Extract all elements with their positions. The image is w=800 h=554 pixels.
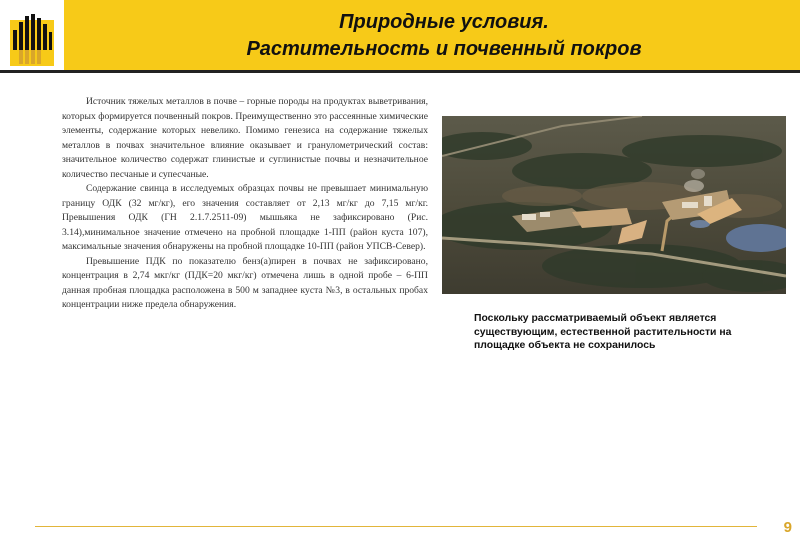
title-band <box>64 0 800 70</box>
header-divider <box>0 70 800 73</box>
photo-caption: Поскольку рассматриваемый объект является существующим, естественной растительности на площадке объекта не сохранилось <box>474 313 732 351</box>
rosneft-logo-icon <box>0 0 64 70</box>
paragraph-3: Превышение ПДК по показателю бенз(а)пирен в почвах не зафиксировано, концентрация в 2,74 мкг/кг (ПДК=20 мкг/кг) отмечена лишь в одной пробе – 6-ПП данная пробная площадка расположена в 500 м западнее куста №3, в остальных пробах концентрации ниже предела обнаружения. <box>62 255 428 310</box>
footer-divider <box>35 526 757 527</box>
page-title-line-1: Природные условия. <box>339 11 549 33</box>
page-title-line-2: Растительность и почвенный покров <box>246 38 642 60</box>
paragraph-2: Содержание свинца в исследуемых образцах почвы не превышает минимальную границу ОДК (32 мг/кг), его значения составляет от 2,13 мг/кг до 7,15 мг/кг. Превышения ОДК (ГН 2.1.7.2511-09) мышьяка не зафиксировано (Рис. 3.14),минимальное значение отмечено на пробной площадке 1-ПП (район куста 107), максимальные значения обнаружены на пробной площадке 10-ПП (район УПСВ-Север). <box>62 183 428 252</box>
paragraph-1: Источник тяжелых металлов в почве – горные породы на продуктах выветривания, которых формируется почвенный покров. Преимущественно это рассеянные химические элементы, содержание которых невелико. Помимо генезиса на содержание тяжелых металлов в почвах значительное влияние оказывает и гранулометрический состав: значительное количество содержат глинистые и суглинистые почвы и незначительное количество песчаные и супесчаные. <box>62 96 428 180</box>
aerial-site-photo <box>442 116 786 294</box>
page-number: 9 <box>783 519 792 536</box>
body-text <box>62 95 428 313</box>
logo <box>0 0 64 70</box>
